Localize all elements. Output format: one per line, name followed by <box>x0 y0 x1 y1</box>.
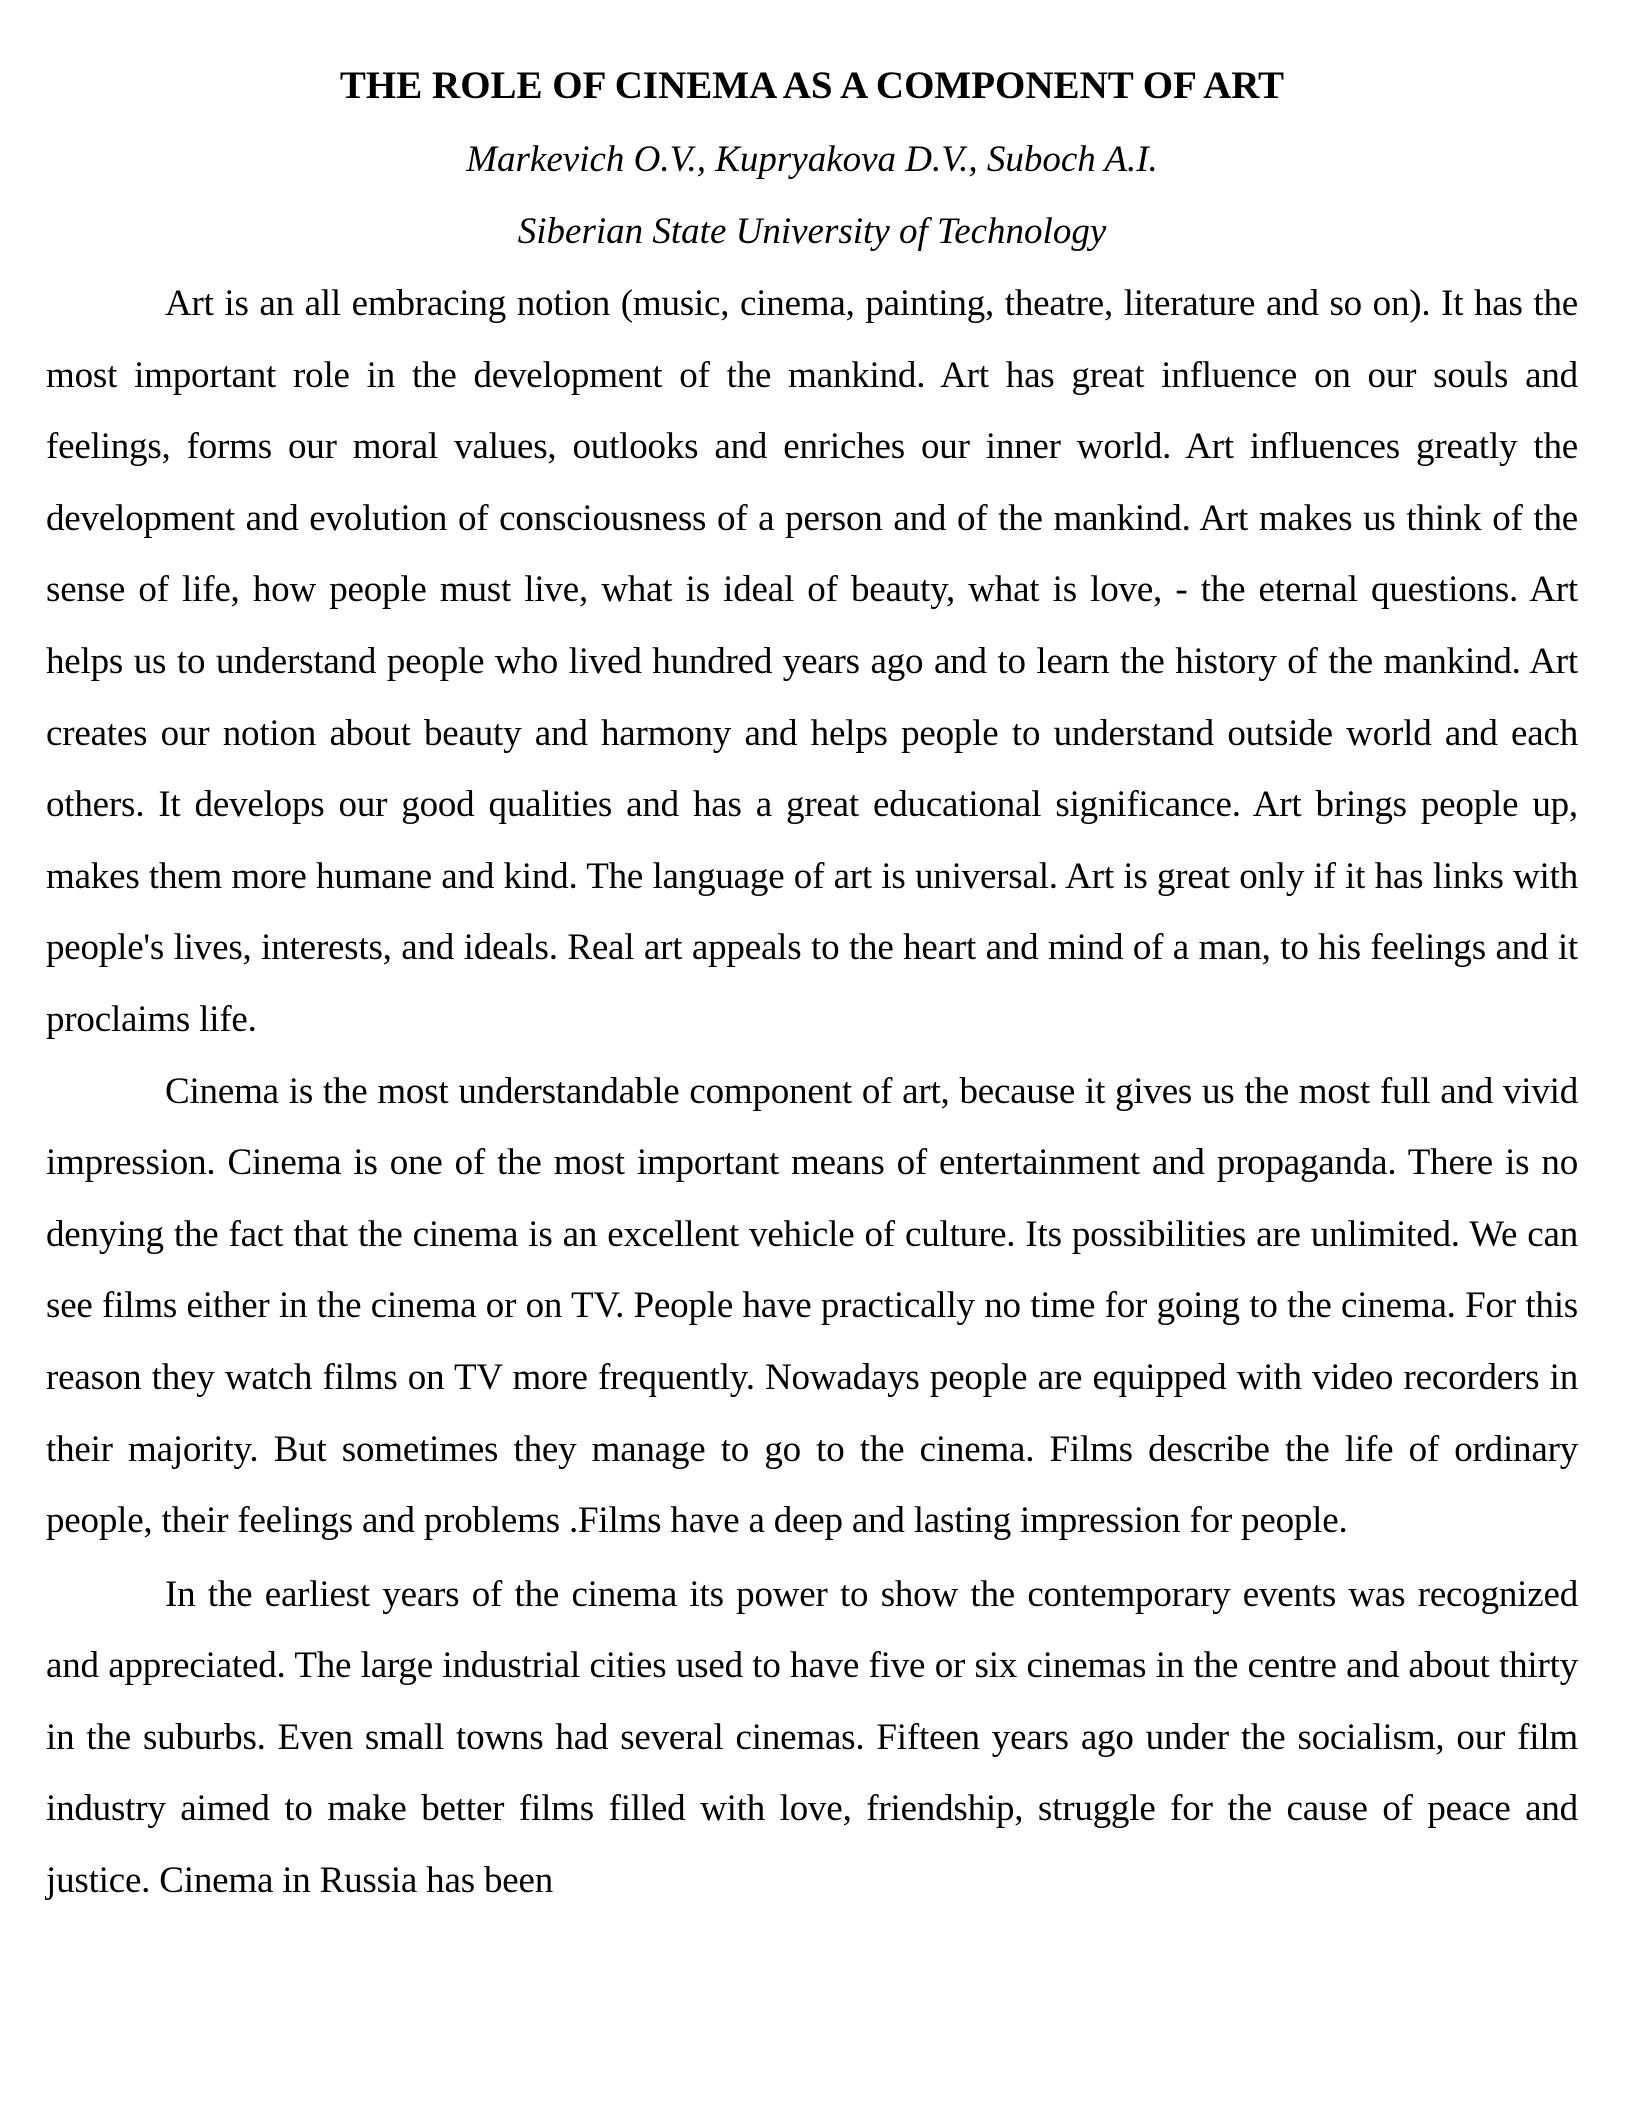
paragraph-art-notion: Art is an all embracing notion (music, cinema, painting, theatre, literature and so on). It has the most important role in the development of the mankind. Art has great influence on our souls and feelings, forms our moral values, outlooks and enriches our inner world. Art influences greatly the development and evolution of consciousness of a person and of the mankind. Art makes us think of the sense of life, how people must live, what is ideal of beauty, what is love, - the eternal questions. Art helps us to understand people who lived hundred years ago and to learn the history of the mankind. Art creates our notion about beauty and harmony and helps people to understand outside world and each others. It develops our good qualities and has a great educational significance. Art brings people up, makes them more humane and kind. The language of art is universal. Art is great only if it has links with people's lives, interests, and ideals. Real art appeals to the heart and mind of a man, to his feelings and it proclaims life. <box>46 283 1578 1040</box>
affiliation: Siberian State University of Technology <box>517 211 1107 252</box>
paragraph-cinema-component: Cinema is the most understandable component of art, because it gives us the most full and vivid impression. Cinema is one of the most important means of entertainment and propaganda. There is no denying the fact that the cinema is an excellent vehicle of culture. Its possibilities are unlimited. We can see films either in the cinema or on TV. People have practically no time for going to the cinema. For this reason they watch films on TV more frequently. Nowadays people are equipped with video recorders in their majority. But sometimes they manage to go to the cinema. Films describe the life of ordinary people, their feelings and problems .Films have a deep and lasting impression for people. <box>46 1070 1578 1542</box>
document-title: THE ROLE OF CINEMA AS A COMPONENT OF ART <box>339 64 1285 107</box>
author-list: Markevich O.V., Kupryakova D.V., Suboch A.I. <box>466 139 1158 180</box>
paragraph-cinema-history: In the earliest years of the cinema its power to show the contemporary events was recognized and appreciated. The large industrial cities used to have five or six cinemas in the centre and about thirty in the suburbs. Even small towns had several cinemas. Fifteen years ago under the socialism, our film industry aimed to make better films filled with love, friendship, struggle for the cause of peace and justice. Cinema in Russia has been <box>46 1573 1578 1902</box>
document-page <box>46 48 1578 1917</box>
